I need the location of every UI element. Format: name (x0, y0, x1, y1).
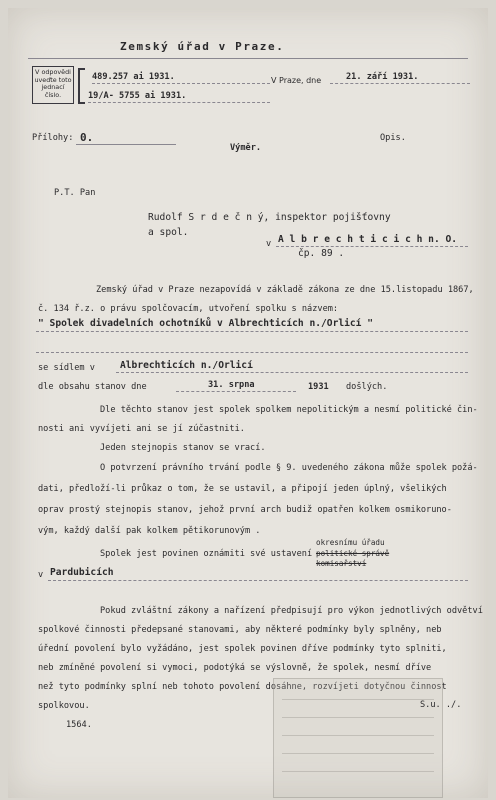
body-p6-line2: spolkové činnosti předepsané stanovami, aby některé podmínky byly splněny, neb (38, 625, 442, 635)
attachments-value: 0. (80, 131, 94, 144)
body-p4-line3: oprav prostý stejnopis stanov, jehož první arch budiž opatřen kolkem osmikoruno- (38, 505, 452, 515)
faint-stamp (273, 678, 443, 798)
p5-insert-1: okresnímu úřadu (316, 538, 385, 547)
office-heading: Zemský úřad v Praze. (120, 40, 285, 53)
body-p3: Jeden stejnopis stanov se vrací. (100, 443, 266, 453)
reference-brace (78, 68, 85, 104)
body-p6-line6: spolkovou. (38, 701, 90, 711)
seat-rule (116, 372, 468, 373)
attachments-label: Přílohy: (32, 133, 74, 143)
p5-v: v (38, 570, 44, 580)
date-rule (330, 83, 470, 84)
statutes-date: 31. srpna (208, 380, 255, 390)
p5-insert-2: politické správě (316, 549, 390, 558)
document-number: 1564. (66, 720, 92, 730)
recipient-town: A l b r e c h t i c i c h n. O. (278, 234, 458, 245)
p5-insert-3: komisařství (316, 559, 367, 568)
salutation: P.T. Pan (54, 188, 96, 198)
body-p6-line5: než tyto podmínky splní neb tohoto povolení dosáhne, rozvíjeti dotyčnou činnost (38, 682, 447, 692)
body-p6-line4: neb zmíněné povolení si vymoci, podotýká se výslovně, že spolek, nesmí dříve (38, 663, 432, 673)
body-p2-line2: nosti ani vyvíjeti ani se jí zúčastniti. (38, 424, 245, 434)
recipient-name: Rudolf S r d e č n ý, inspektor pojišťovny (148, 212, 391, 223)
p5-place: Pardubicích (50, 567, 114, 578)
seat-prefix: se sídlem v (38, 363, 95, 373)
body-p5-prefix: Spolek jest povinen oznámiti své ustavení (100, 549, 313, 559)
reference-number-1: 489.257 ai 1931. (92, 72, 175, 82)
reference-rule-1 (92, 83, 270, 84)
statutes-suffix: došlých. (346, 382, 388, 392)
body-p4-line2: dati, předloží-li průkaz o tom, že se ustavil, a připojí jeden úplný, všelikých (38, 484, 447, 494)
attachments-rule (76, 144, 176, 145)
body-p4-line1: O potvrzení právního trvání podle § 9. uvedeného zákona může spolek požá- (100, 463, 478, 473)
town-rule (276, 246, 468, 247)
body-p4-line4: vým, každý další pak kolkem pětikorunovým . (38, 526, 261, 536)
copy-mark: Opis. (380, 133, 406, 143)
society-name: " Spolek divadelních ochotníků v Albrechticích n./Orlicí " (38, 318, 374, 329)
statutes-prefix: dle obsahu stanov dne (38, 382, 147, 392)
seat-value: Albrechticích n./Orlicí (120, 360, 253, 371)
document-date: 21. září 1931. (346, 72, 419, 82)
recipient-line2: a spol. (148, 227, 189, 238)
document-type: Výměr. (230, 143, 262, 153)
reference-number-2: 19/A- 5755 ai 1931. (88, 91, 187, 101)
body-p6-line1: Pokud zvláštní zákony a nařízení předpisují pro výkon jednotlivých odvětví (100, 606, 483, 616)
signature-mark: S.u. ./. (420, 700, 462, 710)
p5-rule (48, 580, 468, 581)
recipient-v: v (266, 239, 272, 249)
header-rule (28, 58, 468, 59)
statutes-date-rule (176, 391, 296, 392)
statutes-year: 1931 (308, 382, 329, 392)
body-p6-line3: úřední povolení bylo vyžádáno, jest spolek povinen dříve podmínky tyto splniti, (38, 644, 447, 654)
recipient-house: čp. 89 . (298, 248, 345, 259)
reference-note: V odpovědi uveďte toto jednací číslo. (34, 68, 72, 99)
body-p2-line1: Dle těchto stanov jest spolek spolkem nepolitickým a nesmí politické čin- (100, 405, 478, 415)
society-rule (36, 331, 468, 332)
body-p1-line1: Zemský úřad v Praze nezapovídá v základě zákona ze dne 15.listopadu 1867, (96, 285, 474, 295)
society-rule-2 (36, 352, 468, 353)
place-prefix: V Praze, dne (271, 76, 322, 85)
reference-box (32, 66, 74, 104)
document-page (8, 8, 488, 798)
reference-rule-2 (88, 102, 270, 103)
body-p1-line2: č. 134 ř.z. o právu spolčovacím, utvoření spolku s názvem: (38, 304, 339, 314)
